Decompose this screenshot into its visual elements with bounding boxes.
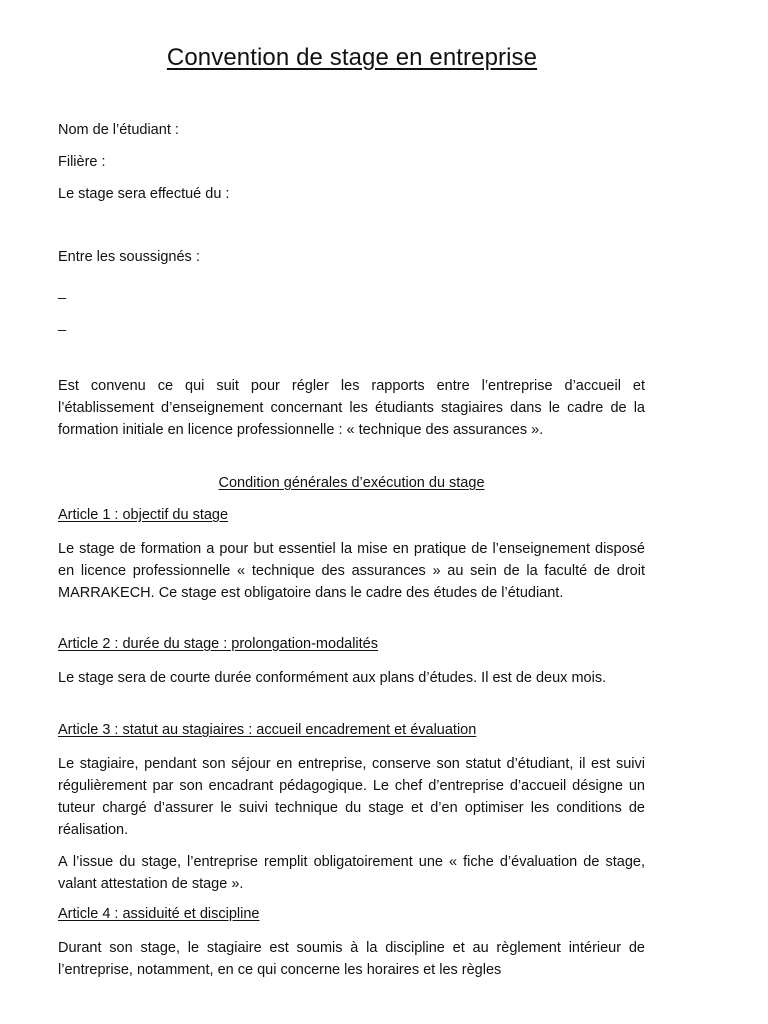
article-3-heading: Article 3 : statut au stagiaires : accueil encadrement et évaluation [58, 722, 477, 738]
party-1-placeholder: _ [58, 284, 67, 300]
field-dates: Le stage sera effectué du : [58, 186, 230, 202]
field-student-name: Nom de l’étudiant : [58, 122, 179, 138]
document-title: Convention de stage en entreprise [166, 44, 538, 71]
intro-paragraph: Est convenu ce qui suit pour régler les rapports entre l’entreprise d’accueil et l’établissement d’enseignement concernant les étudiants stagiaires dans le cadre de la formation initiale en licence professionnelle : « technique des assurances ». [58, 378, 645, 438]
article-3-paragraph-2: A l’issue du stage, l’entreprise remplit obligatoirement une « fiche d’évaluation de stage, valant attestation de stage ». [58, 854, 645, 892]
section-heading: Condition générales d’exécution du stage [218, 475, 485, 491]
between-parties-label: Entre les soussignés : [58, 249, 200, 265]
article-3-paragraph-1: Le stagiaire, pendant son séjour en entreprise, conserve son statut d’étudiant, il est suivi régulièrement par son encadrant pédagogique. Le chef d’entreprise d’accueil désigne un tuteur chargé d’assurer le suivi technique du stage et d’en optimiser les conditions de réalisation. [58, 756, 645, 838]
article-4-paragraph: Durant son stage, le stagiaire est soumis à la discipline et au règlement intérieur de l’entreprise, notamment, en ce qui concerne les horaires et les règles [58, 940, 645, 978]
article-1-heading: Article 1 : objectif du stage [58, 507, 229, 523]
article-4-heading: Article 4 : assiduité et discipline [58, 906, 260, 922]
field-program: Filière : [58, 154, 106, 170]
party-2-placeholder: _ [58, 316, 67, 332]
article-2-heading: Article 2 : durée du stage : prolongation-modalités [58, 636, 378, 652]
article-2-paragraph: Le stage sera de courte durée conformément aux plans d’études. Il est de deux mois. [58, 670, 607, 686]
article-1-paragraph: Le stage de formation a pour but essentiel la mise en pratique de l’enseignement disposé en licence professionnelle « technique des assurances » au sein de la faculté de droit MARRAKECH. Ce stage est obligatoire dans le cadre des études de l’étudiant. [58, 541, 645, 601]
